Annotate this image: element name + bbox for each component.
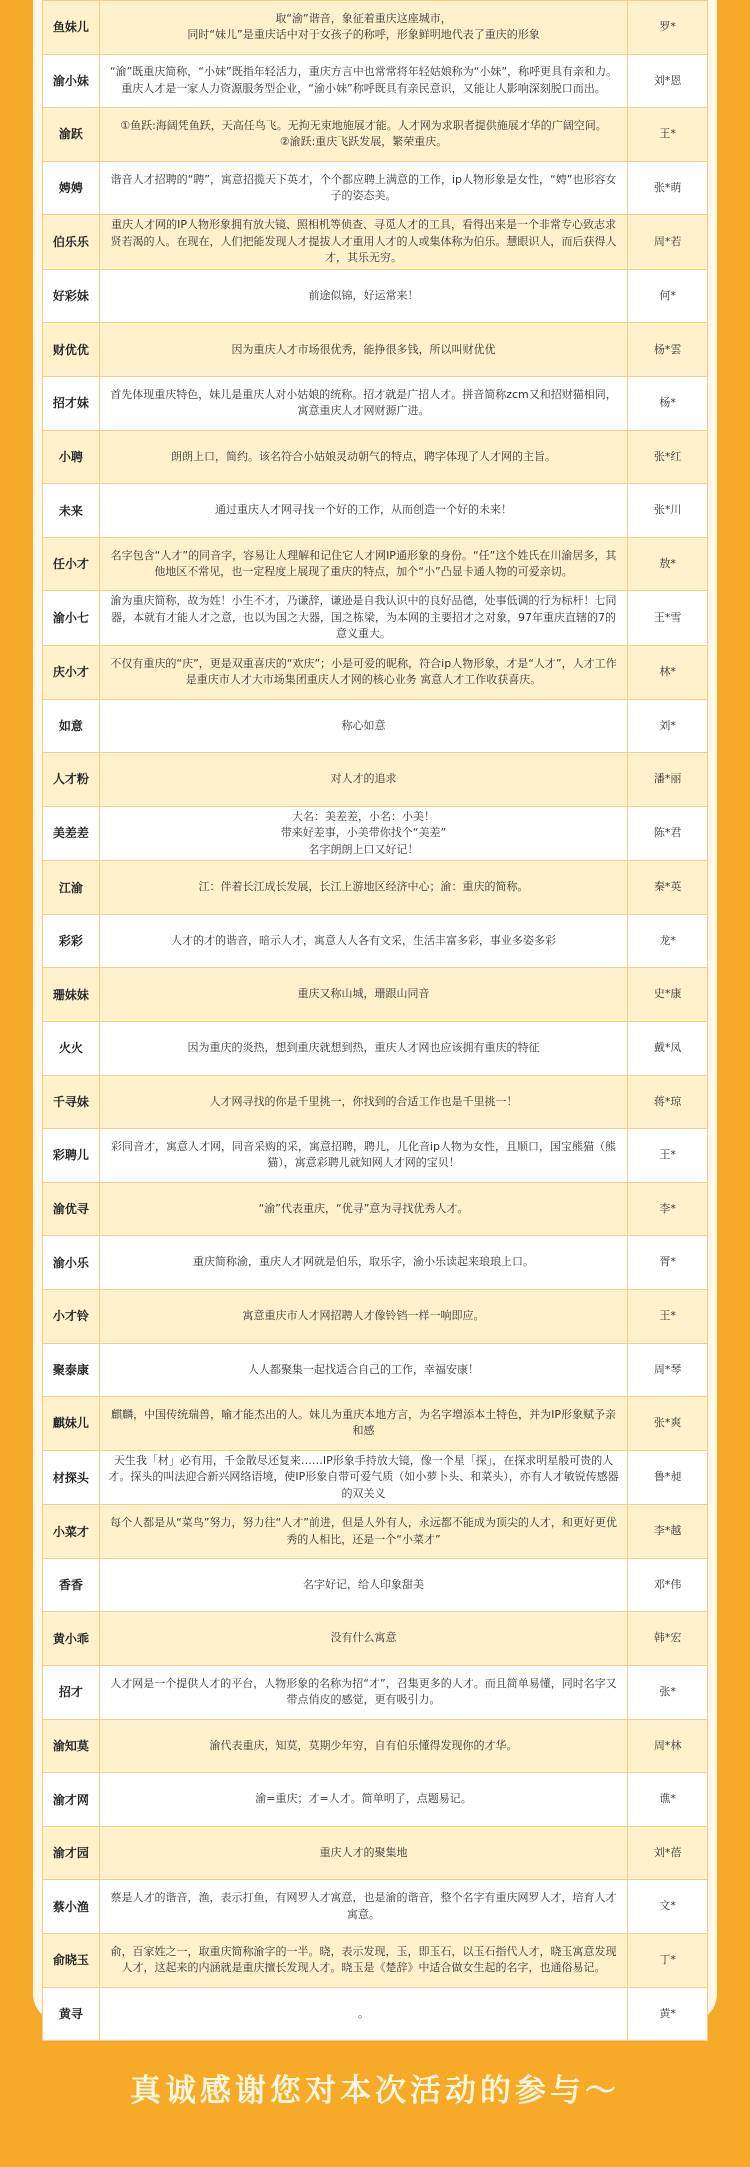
- name-cell: 娉娉: [43, 161, 100, 215]
- description-cell: 重庆人才网的IP人物形象拥有放大镜、照相机等侦查、寻觅人才的工具，看得出来是一个非常专心致志求贤若渴的人。在现在，人们把能发现人才提拔人才重用人才的人或集体称为伯乐。慧眼识人，而后获得人才，其乐无穷。: [99, 215, 627, 270]
- table-row: [43, 645, 708, 699]
- author-cell: 谯*: [628, 1773, 708, 1827]
- name-cell: 财优优: [43, 323, 100, 377]
- description-cell: 因为重庆人才市场很优秀，能挣很多钱，所以叫财优优: [99, 323, 627, 377]
- author-cell: 邓*伟: [628, 1558, 708, 1612]
- table-row: [43, 269, 708, 323]
- table-row: [43, 1612, 708, 1666]
- author-cell: 龙*: [628, 914, 708, 968]
- table-row: [43, 1505, 708, 1559]
- name-cell: 渝跃: [43, 108, 100, 162]
- author-cell: 张*爽: [628, 1397, 708, 1451]
- description-cell: 谐音人才招聘的“聘”，寓意招揽天下英才，个个都应聘上满意的工作，ip人物形象是女性，“娉”也形容女子的姿态美。: [99, 161, 627, 215]
- table-row: [43, 54, 708, 108]
- name-cell: 麒妹儿: [43, 1397, 100, 1451]
- description-cell: 麒麟，中国传统瑞兽，喻才能杰出的人。妹儿为重庆本地方言，为名字增添本土特色，并为IP形象赋予亲和感: [99, 1397, 627, 1451]
- author-cell: 敖*: [628, 537, 708, 591]
- author-cell: 刘*恩: [628, 54, 708, 108]
- author-cell: 张*: [628, 1666, 708, 1720]
- description-cell: “渝”既重庆简称，“小妹”既指年轻活力，重庆方言中也常常将年轻姑娘称为“小妹”，称呼更具有亲和力。重庆人才是一家人力资源服务型企业，“渝小妹”称呼既具有亲民意识，又能让人影响深刻脱口而出。: [99, 54, 627, 108]
- author-cell: 胥*: [628, 1236, 708, 1290]
- author-cell: 罗*: [628, 1, 708, 55]
- name-cell: 好彩妹: [43, 269, 100, 323]
- table-row: [43, 1, 708, 55]
- description-cell: ①鱼跃:海阔凭鱼跃，天高任鸟飞。无拘无束地施展才能。人才网为求职者提供施展才华的广阔空间。 ②渝跃:重庆飞跃发展，繁荣重庆。: [99, 108, 627, 162]
- name-cell: 材探头: [43, 1450, 100, 1505]
- table-row: [43, 161, 708, 215]
- description-cell: 天生我「材」必有用，千金散尽还复来……IP形象手持放大镜，像一个星「探」，在探求明星般可贵的人才。探头的叫法迎合新兴网络语境，使IP形象自带可爱气质（如小萝卜头、和菜头），亦有人才敏锐传感器的双关义: [99, 1450, 627, 1505]
- author-cell: 戴*凤: [628, 1022, 708, 1076]
- description-cell: 渝代表重庆，知莫，莫期少年穷，自有伯乐懂得发现你的才华。: [99, 1719, 627, 1773]
- author-cell: 张*红: [628, 430, 708, 484]
- name-cell: 鱼妹儿: [43, 1, 100, 55]
- name-cell: 渝知莫: [43, 1719, 100, 1773]
- table-row: [43, 1719, 708, 1773]
- author-cell: 史*康: [628, 968, 708, 1022]
- description-cell: 人才的才的谐音，暗示人才，寓意人人各有文采，生活丰富多彩，事业多姿多彩: [99, 914, 627, 968]
- table-row: [43, 1450, 708, 1505]
- description-cell: 重庆简称渝，重庆人才网就是伯乐，取乐字，渝小乐读起来琅琅上口。: [99, 1236, 627, 1290]
- name-cell: 渝才网: [43, 1773, 100, 1827]
- name-cell: 珊妹妹: [43, 968, 100, 1022]
- table-row: [43, 377, 708, 431]
- author-cell: 文*: [628, 1880, 708, 1934]
- description-cell: 人人都聚集一起找适合自己的工作，幸福安康！: [99, 1343, 627, 1397]
- description-cell: 渝为重庆简称，故为姓！小生不才，乃谦辞，谦逊是自我认识中的良好品德，处事低调的行为标杆！七同器，本就有才能人才之意，也以为国之大器，国之栋梁，为本网的主要招才之对象，97年重庆直辖的7的意义重大。: [99, 591, 627, 646]
- table-row: [43, 1129, 708, 1183]
- author-cell: 王*: [628, 108, 708, 162]
- description-cell: 大名：美差差，小名：小美！ 带来好差事，小美带你找个“美差” 名字朗朗上口又好记！: [99, 806, 627, 861]
- name-cell: 庆小才: [43, 645, 100, 699]
- author-cell: 刘*蓓: [628, 1826, 708, 1880]
- table-row: [43, 1343, 708, 1397]
- name-cell: 伯乐乐: [43, 215, 100, 270]
- table-row: [43, 1987, 708, 2041]
- author-cell: 秦*英: [628, 861, 708, 915]
- name-cell: 小菜才: [43, 1505, 100, 1559]
- author-cell: 陈*君: [628, 806, 708, 861]
- author-cell: 黄*: [628, 1987, 708, 2041]
- description-cell: 名字包含“人才”的同音字，容易让人理解和记住它人才网IP通形象的身份。“任”这个姓氏在川渝居多，其他地区不常见，也一定程度上展现了重庆的特点，加个“小”凸显卡通人物的可爱亲切。: [99, 537, 627, 591]
- table-row: [43, 1773, 708, 1827]
- table-row: [43, 1289, 708, 1343]
- table-row: [43, 323, 708, 377]
- description-cell: 俞，百家姓之一，取重庆简称渝字的一半。晓，表示发现，玉，即玉石，以玉石指代人才，晓玉寓意发现人才，这起来的内涵就是重庆擅长发现人才。晓玉是《楚辞》中适合做女生起的名字，也通俗易记。: [99, 1934, 627, 1988]
- name-cell: 蔡小渔: [43, 1880, 100, 1934]
- author-cell: 周*琴: [628, 1343, 708, 1397]
- table-row: [43, 1397, 708, 1451]
- description-cell: 称心如意: [99, 699, 627, 753]
- author-cell: 杨*: [628, 377, 708, 431]
- author-cell: 李*: [628, 1182, 708, 1236]
- description-cell: 彩同音才，寓意人才网，同音采购的采，寓意招聘，聘儿，儿化音ip人物为女性，且顺口，国宝熊猫（熊猫），寓意彩聘儿就知网人才网的宝贝！: [99, 1129, 627, 1183]
- description-cell: 名字好记，给人印象甜美: [99, 1558, 627, 1612]
- author-cell: 杨*雲: [628, 323, 708, 377]
- description-cell: 渝=重庆；才=人才。简单明了，点题易记。: [99, 1773, 627, 1827]
- name-cell: 渝优寻: [43, 1182, 100, 1236]
- author-cell: 蒋*琼: [628, 1075, 708, 1129]
- author-cell: 丁*: [628, 1934, 708, 1988]
- table-row: [43, 1666, 708, 1720]
- table-row: [43, 806, 708, 861]
- table-row: [43, 215, 708, 270]
- description-cell: “渝”代表重庆，“优寻”意为寻找优秀人才。: [99, 1182, 627, 1236]
- description-cell: 江：伴着长江成长发展，长江上游地区经济中心；渝：重庆的简称。: [99, 861, 627, 915]
- author-cell: 周*若: [628, 215, 708, 270]
- name-cell: 黄小乖: [43, 1612, 100, 1666]
- table-row: [43, 1236, 708, 1290]
- table-row: [43, 1182, 708, 1236]
- description-cell: 对人才的追求: [99, 753, 627, 807]
- description-cell: 。: [99, 1987, 627, 2041]
- table-row: [43, 1022, 708, 1076]
- name-cell: 任小才: [43, 537, 100, 591]
- name-cell: 黄寻: [43, 1987, 100, 2041]
- author-cell: 潘*丽: [628, 753, 708, 807]
- table-row: [43, 968, 708, 1022]
- name-cell: 俞晓玉: [43, 1934, 100, 1988]
- table-row: [43, 914, 708, 968]
- name-cell: 渝才园: [43, 1826, 100, 1880]
- name-cell: 渝小七: [43, 591, 100, 646]
- name-cell: 渝小乐: [43, 1236, 100, 1290]
- author-cell: 张*川: [628, 484, 708, 538]
- author-cell: 韩*宏: [628, 1612, 708, 1666]
- entries-table-wrapper: [42, 0, 708, 2041]
- name-cell: 江渝: [43, 861, 100, 915]
- description-cell: 通过重庆人才网寻找一个好的工作，从而创造一个好的未来！: [99, 484, 627, 538]
- description-cell: 每个人都是从“菜鸟”努力，努力往“人才”前进，但是人外有人，永远都不能成为顶尖的人才，和更好更优秀的人相比，还是一个“小菜才”: [99, 1505, 627, 1559]
- description-cell: 蔡是人才的谐音，渔，表示打鱼，有网罗人才寓意，也是渝的谐音，整个名字有重庆网罗人才，培育人才寓意。: [99, 1880, 627, 1934]
- author-cell: 林*: [628, 645, 708, 699]
- name-cell: 小才铃: [43, 1289, 100, 1343]
- table-row: [43, 1826, 708, 1880]
- description-cell: 取“渝”谐音，象征着重庆这座城市， 同时“妹儿”是重庆话中对于女孩子的称呼，形象鲜明地代表了重庆的形象: [99, 1, 627, 55]
- author-cell: 王*雪: [628, 591, 708, 646]
- table-row: [43, 1075, 708, 1129]
- description-cell: 朗朗上口，简约。该名符合小姑娘灵动朝气的特点，聘字体现了人才网的主旨。: [99, 430, 627, 484]
- author-cell: 何*: [628, 269, 708, 323]
- description-cell: 寓意重庆市人才网招聘人才像铃铛一样一响即应。: [99, 1289, 627, 1343]
- table-row: [43, 699, 708, 753]
- description-cell: 人才网是一个提供人才的平台，人物形象的名称为招“才”，召集更多的人才。而且简单易懂，同时名字又带点俏皮的感觉，更有吸引力。: [99, 1666, 627, 1720]
- table-row: [43, 108, 708, 162]
- author-cell: 周*林: [628, 1719, 708, 1773]
- description-cell: 不仅有重庆的“庆”，更是双重喜庆的“欢庆”；小是可爱的昵称，符合ip人物形象，才是“人才”，人才工作是重庆市人才大市场集团重庆人才网的核心业务 寓意人才工作收获喜庆。: [99, 645, 627, 699]
- table-row: [43, 1880, 708, 1934]
- name-cell: 小聘: [43, 430, 100, 484]
- description-cell: 重庆人才的聚集地: [99, 1826, 627, 1880]
- name-cell: 美差差: [43, 806, 100, 861]
- name-cell: 渝小妹: [43, 54, 100, 108]
- name-cell: 香香: [43, 1558, 100, 1612]
- description-cell: 人才网寻找的你是千里挑一，你找到的合适工作也是千里挑一！: [99, 1075, 627, 1129]
- description-cell: 前途似锦，好运常来！: [99, 269, 627, 323]
- name-cell: 彩聘儿: [43, 1129, 100, 1183]
- author-cell: 张*萌: [628, 161, 708, 215]
- name-cell: 千寻妹: [43, 1075, 100, 1129]
- table-row: [43, 1558, 708, 1612]
- table-row: [43, 1934, 708, 1988]
- author-cell: 鲁*昶: [628, 1450, 708, 1505]
- name-cell: 如意: [43, 699, 100, 753]
- name-cell: 招才妹: [43, 377, 100, 431]
- entries-table-body: [43, 1, 708, 2041]
- table-row: [43, 430, 708, 484]
- description-cell: 因为重庆的炎热，想到重庆就想到热，重庆人才网也应该拥有重庆的特征: [99, 1022, 627, 1076]
- name-cell: 火火: [43, 1022, 100, 1076]
- table-row: [43, 591, 708, 646]
- name-cell: 未来: [43, 484, 100, 538]
- name-cell: 彩彩: [43, 914, 100, 968]
- author-cell: 刘*: [628, 699, 708, 753]
- thank-you-banner: 真诚感谢您对本次活动的参与～: [130, 2073, 620, 2109]
- author-cell: 李*越: [628, 1505, 708, 1559]
- description-cell: 没有什么寓意: [99, 1612, 627, 1666]
- name-cell: 人才粉: [43, 753, 100, 807]
- entries-table: [42, 0, 708, 2041]
- name-cell: 聚泰康: [43, 1343, 100, 1397]
- author-cell: 王*: [628, 1129, 708, 1183]
- description-cell: 首先体现重庆特色，妹儿是重庆人对小姑娘的统称。招才就是广招人才。拼音简称zcm又和招财猫相同，寓意重庆人才网财源广进。: [99, 377, 627, 431]
- author-cell: 王*: [628, 1289, 708, 1343]
- description-cell: 重庆又称山城，珊跟山同音: [99, 968, 627, 1022]
- table-row: [43, 753, 708, 807]
- name-cell: 招才: [43, 1666, 100, 1720]
- table-row: [43, 537, 708, 591]
- table-row: [43, 861, 708, 915]
- table-row: [43, 484, 708, 538]
